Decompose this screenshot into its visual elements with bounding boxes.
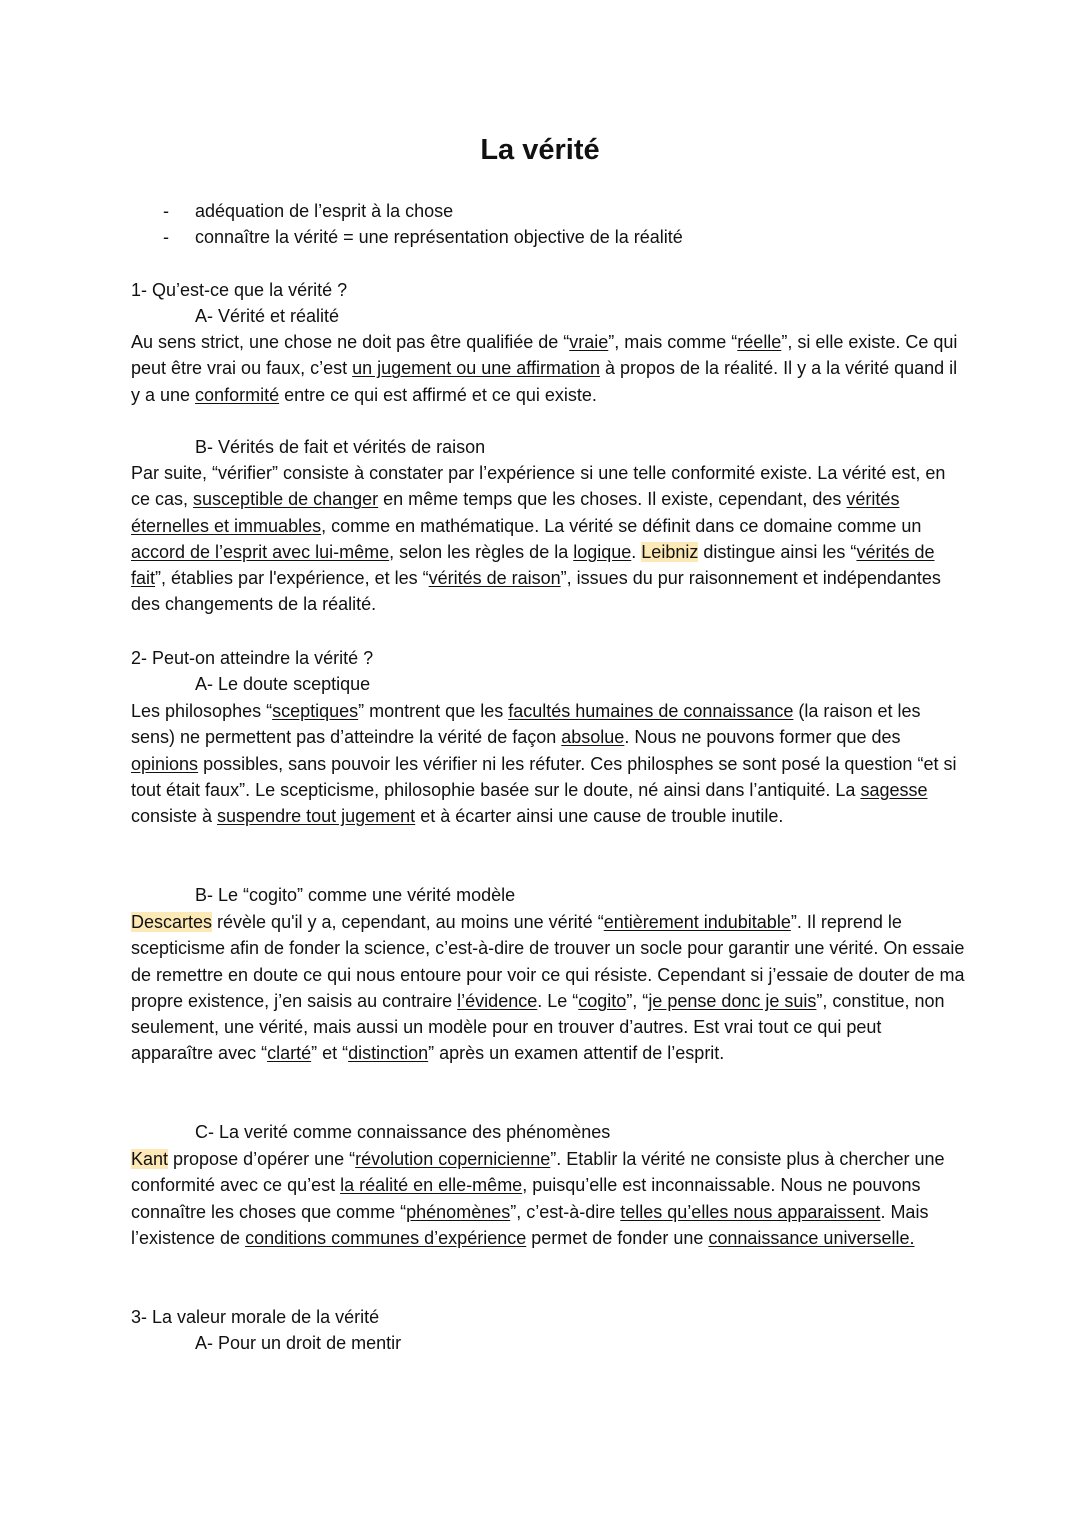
text-run: ”, constitue, non seulement, une vérité, mais aussi un modèle pour en trouver d’autres. Est vrai tout ce qui peut apparaître avec “ bbox=[131, 990, 945, 1064]
paragraph-1a bbox=[131, 329, 966, 408]
text-run: ”. Il reprend le scepticisme afin de fonder la science, c’est-à-dire de trouver un socle pour garantir une vérité. On essaie de remettre en doute ce qui nous entoure pour voir ce qui résiste. Cependant si j’essaie de douter de ma propre existence, j’en saisis au contraire bbox=[131, 912, 965, 1011]
text-run: . Nous ne pouvons former que des bbox=[624, 727, 901, 748]
underlined-term: logique bbox=[573, 541, 632, 562]
text-run: ”, mais comme “ bbox=[608, 332, 738, 352]
underlined-term: vérités éternelles et immuables bbox=[131, 489, 900, 536]
underlined-term: telles qu’elles nous apparaissent bbox=[620, 1201, 881, 1222]
highlighted-name: Descartes bbox=[131, 912, 213, 932]
text-run: . Le “ bbox=[537, 990, 579, 1011]
section-heading-2: 2- Peut-on atteindre la vérité ? bbox=[131, 648, 374, 668]
text-run: ”. Etablir la vérité ne consiste plus à chercher une conformité avec ce qu’est bbox=[131, 1149, 945, 1196]
text-run: . bbox=[631, 541, 642, 562]
paragraph-2a bbox=[131, 698, 966, 829]
underlined-term: vérités de fait bbox=[131, 541, 935, 589]
underlined-term: la réalité en elle-même bbox=[340, 1175, 523, 1196]
underlined-term: je pense donc je suis bbox=[648, 990, 817, 1011]
bullet-text: connaître la vérité = une représentation objective de la réalité bbox=[195, 227, 683, 248]
underlined-term: vraie bbox=[569, 332, 609, 352]
text-run: (la raison et les sens) ne permettent pas d’atteindre la vérité de façon bbox=[131, 701, 921, 748]
paragraph-2c bbox=[131, 1146, 966, 1251]
text-run: ”, établies par l'expérience, et les “ bbox=[155, 568, 429, 589]
underlined-term: réelle bbox=[737, 332, 782, 352]
text-run: , selon les règles de la bbox=[389, 541, 574, 562]
text-run: permet de fonder une bbox=[526, 1227, 709, 1248]
text-run: ”, issues du pur raisonnement et indépendantes des changements de la réalité. bbox=[131, 568, 941, 615]
text-run: ” et “ bbox=[311, 1043, 349, 1064]
underlined-term: sceptiques bbox=[272, 701, 359, 721]
text-run: ”, “ bbox=[626, 990, 649, 1011]
paragraph-2b bbox=[131, 909, 966, 1067]
underlined-term: absolue bbox=[561, 727, 625, 748]
text-run: en même temps que les choses. Il existe, cependant, des bbox=[378, 489, 847, 510]
text-run: . Mais l’existence de bbox=[131, 1201, 929, 1248]
underlined-term: vérités de raison bbox=[428, 568, 561, 589]
text-run: , puisqu’elle est inconnaissable. Nous ne pouvons connaître les choses que comme “ bbox=[131, 1175, 921, 1222]
text-run: ”, si elle existe. Ce qui peut être vrai ou faux, c’est bbox=[131, 332, 958, 379]
highlighted-name: Leibniz bbox=[641, 541, 699, 562]
text-run: révèle qu'il y a, cependant, au moins une vérité “ bbox=[212, 912, 604, 932]
underlined-term: cogito bbox=[578, 990, 627, 1011]
underlined-term: distinction bbox=[348, 1043, 429, 1064]
text-run: ” après un examen attentif de l’esprit. bbox=[428, 1043, 725, 1064]
text-run: ”, c’est-à-dire bbox=[510, 1201, 621, 1222]
underlined-term: phénomènes bbox=[406, 1201, 511, 1222]
bullet-dash: - bbox=[163, 227, 169, 248]
underlined-term: conditions communes d’expérience bbox=[245, 1227, 527, 1248]
subsection-heading-2c: C- La verité comme connaissance des phénomènes bbox=[195, 1122, 611, 1142]
paragraph-1b bbox=[131, 460, 966, 618]
bullet-dash: - bbox=[163, 201, 169, 221]
underlined-term: accord de l’esprit avec lui-même bbox=[131, 541, 390, 562]
underlined-term: l’évidence bbox=[457, 990, 538, 1011]
highlighted-name: Kant bbox=[131, 1149, 169, 1169]
underlined-term: sagesse bbox=[860, 779, 928, 800]
text-run: , comme en mathématique. La vérité se définit dans ce domaine comme un bbox=[321, 515, 922, 536]
section-heading-1: 1- Qu’est-ce que la vérité ? bbox=[131, 280, 348, 300]
subsection-heading-2b: B- Le “cogito” comme une vérité modèle bbox=[195, 885, 516, 905]
text-run: Les philosophes “ bbox=[131, 701, 273, 721]
subsection-heading-2a: A- Le doute sceptique bbox=[195, 674, 371, 694]
underlined-term: un jugement ou une affirmation bbox=[352, 358, 600, 379]
text-run: possibles, sans pouvoir les vérifier ni les réfuter. Ces philosphes se sont posé la question “et si tout était faux”. Le scepticisme, philosophie basée sur le doute, né ainsi dans l’antiquité. La bbox=[131, 753, 957, 800]
underlined-term: opinions bbox=[131, 753, 199, 774]
underlined-term: clarté bbox=[267, 1043, 312, 1064]
subsection-heading-3a: A- Pour un droit de mentir bbox=[195, 1333, 402, 1353]
underlined-term: connaissance universelle. bbox=[708, 1227, 915, 1248]
bullet-text: adéquation de l’esprit à la chose bbox=[195, 201, 454, 221]
underlined-term: entièrement indubitable bbox=[603, 912, 791, 932]
text-run: et à écarter ainsi une cause de trouble inutile. bbox=[415, 806, 784, 827]
text-run: entre ce qui est affirmé et ce qui existe. bbox=[279, 384, 597, 405]
underlined-term: conformité bbox=[195, 384, 280, 405]
text-run: Au sens strict, une chose ne doit pas être qualifiée de “ bbox=[131, 332, 570, 352]
text-run: Par suite, “vérifier” consiste à constater par l’expérience si une telle conformité existe. La vérité est, en ce cas, bbox=[131, 463, 946, 510]
text-run: propose d’opérer une “ bbox=[168, 1149, 356, 1169]
text-run: consiste à bbox=[131, 806, 218, 827]
subsection-heading-1a: A- Vérité et réalité bbox=[195, 306, 340, 326]
subsection-heading-1b: B- Vérités de fait et vérités de raison bbox=[195, 437, 486, 457]
text-run: à propos de la réalité. Il y a la vérité quand il y a une bbox=[131, 358, 958, 405]
underlined-term: révolution copernicienne bbox=[355, 1149, 551, 1169]
underlined-term: suspendre tout jugement bbox=[217, 806, 416, 827]
text-run: ” montrent que les bbox=[358, 701, 509, 721]
text-run: distingue ainsi les “ bbox=[698, 541, 857, 562]
page-title: La vérité bbox=[480, 134, 600, 166]
section-heading-3: 3- La valeur morale de la vérité bbox=[131, 1307, 380, 1327]
underlined-term: susceptible de changer bbox=[193, 489, 379, 510]
underlined-term: facultés humaines de connaissance bbox=[508, 701, 794, 721]
